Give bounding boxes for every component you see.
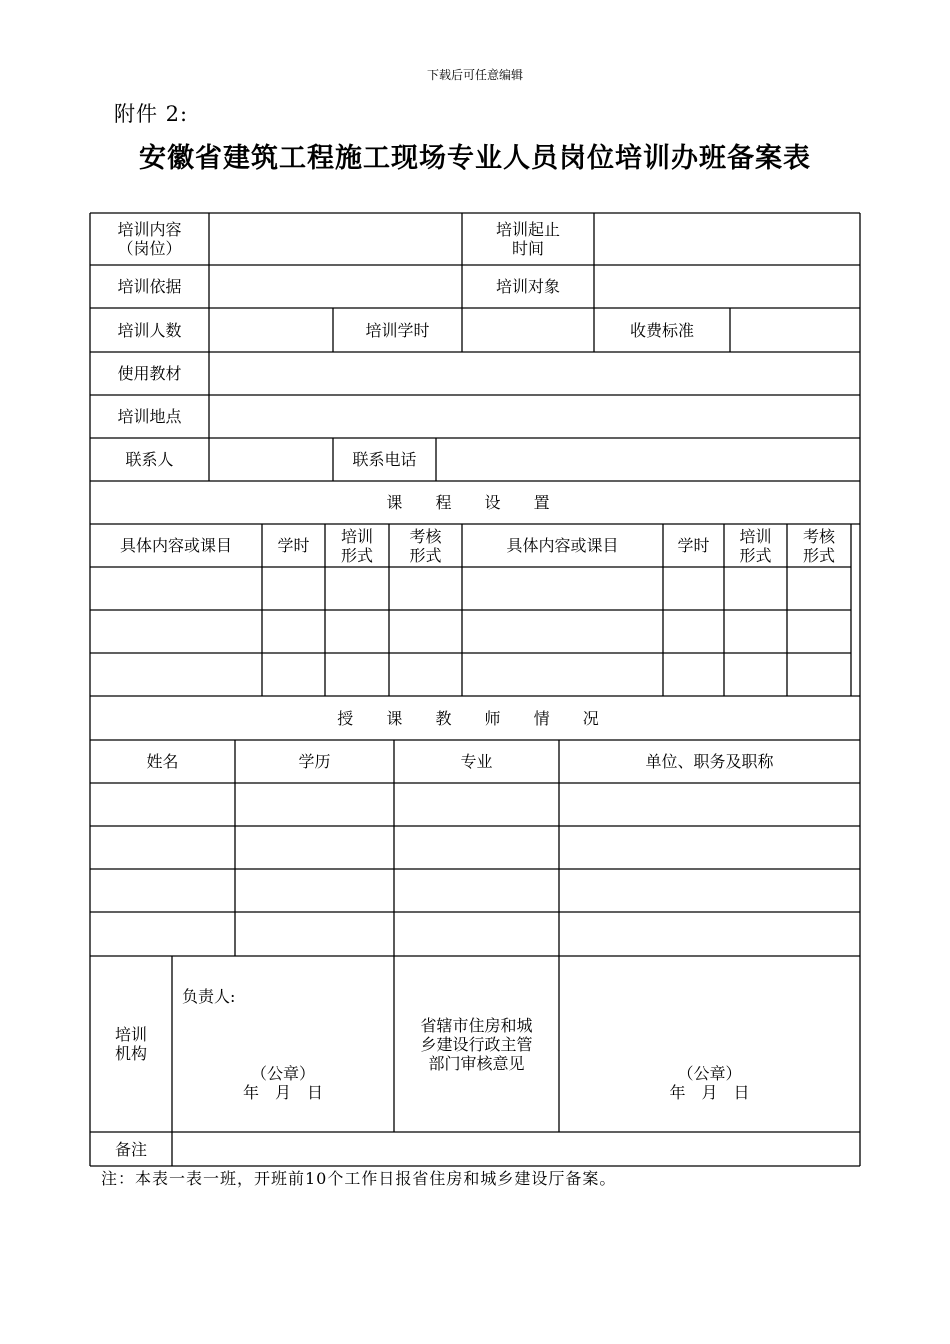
- field-trainee-count[interactable]: [209, 308, 333, 352]
- label-training-org: 培训 机构: [114, 1025, 147, 1063]
- course-col-subject-2: 具体内容或课目: [506, 536, 619, 555]
- label-remarks: 备注: [114, 1139, 147, 1159]
- footnote: 注：本表一表一班，开班前10个工作日报省住房和城乡建设厅备案。: [101, 1169, 617, 1188]
- teacher-col-unit-title: 单位、职务及职称: [645, 752, 774, 771]
- org-date: 年 月 日: [242, 1082, 323, 1102]
- teacher-col-name: 姓名: [146, 752, 179, 771]
- course-col-assessment-2: 考核 形式: [802, 526, 835, 565]
- section-teacher-info: 授 课 教 师 情 况: [337, 708, 613, 728]
- label-training-hours: 培训学时: [365, 320, 430, 340]
- label-training-basis: 培训依据: [117, 277, 182, 296]
- label-training-target: 培训对象: [495, 277, 560, 296]
- field-training-content[interactable]: [209, 213, 462, 265]
- review-seal: （公章）: [677, 1063, 742, 1083]
- label-training-period: 培训起止 时间: [495, 220, 560, 258]
- teacher-col-major: 专业: [460, 752, 493, 771]
- field-location[interactable]: [209, 395, 860, 438]
- course-col-hours-2: 学时: [677, 536, 710, 555]
- field-fee-standard[interactable]: [730, 308, 860, 352]
- field-materials[interactable]: [209, 352, 860, 395]
- document-title: 安徽省建筑工程施工现场专业人员岗位培训办班备案表: [139, 143, 811, 174]
- field-training-target[interactable]: [594, 265, 860, 308]
- course-col-subject-1: 具体内容或课目: [119, 536, 232, 555]
- course-col-format-2: 培训 形式: [739, 526, 772, 565]
- label-fee-standard: 收费标准: [629, 320, 694, 340]
- course-col-hours-1: 学时: [277, 536, 310, 555]
- label-materials: 使用教材: [117, 364, 182, 383]
- org-seal: （公章）: [250, 1063, 315, 1083]
- review-date: 年 月 日: [669, 1082, 750, 1102]
- label-training-content: 培训内容 （岗位）: [117, 220, 182, 258]
- field-contact-phone[interactable]: [436, 438, 860, 481]
- header-note: 下载后可任意编辑: [426, 68, 523, 82]
- label-review-opinion: 省辖市住房和城 乡建设行政主管 部门审核意见: [420, 1015, 533, 1073]
- attachment-label: 附件 2:: [114, 102, 189, 126]
- field-remarks[interactable]: [172, 1132, 860, 1166]
- label-contact-phone: 联系电话: [352, 450, 417, 469]
- teacher-col-education: 学历: [298, 752, 331, 771]
- label-contact-person: 联系人: [125, 450, 174, 469]
- field-training-period[interactable]: [594, 213, 860, 265]
- section-course-settings: 课 程 设 置: [386, 493, 564, 512]
- label-trainee-count: 培训人数: [117, 320, 182, 340]
- label-person-in-charge: 负责人:: [182, 986, 236, 1006]
- field-training-hours[interactable]: [462, 308, 594, 352]
- label-location: 培训地点: [117, 407, 182, 426]
- field-training-basis[interactable]: [209, 265, 462, 308]
- course-col-assessment-1: 考核 形式: [409, 526, 442, 565]
- field-contact-person[interactable]: [209, 438, 333, 481]
- course-col-format-1: 培训 形式: [340, 526, 373, 565]
